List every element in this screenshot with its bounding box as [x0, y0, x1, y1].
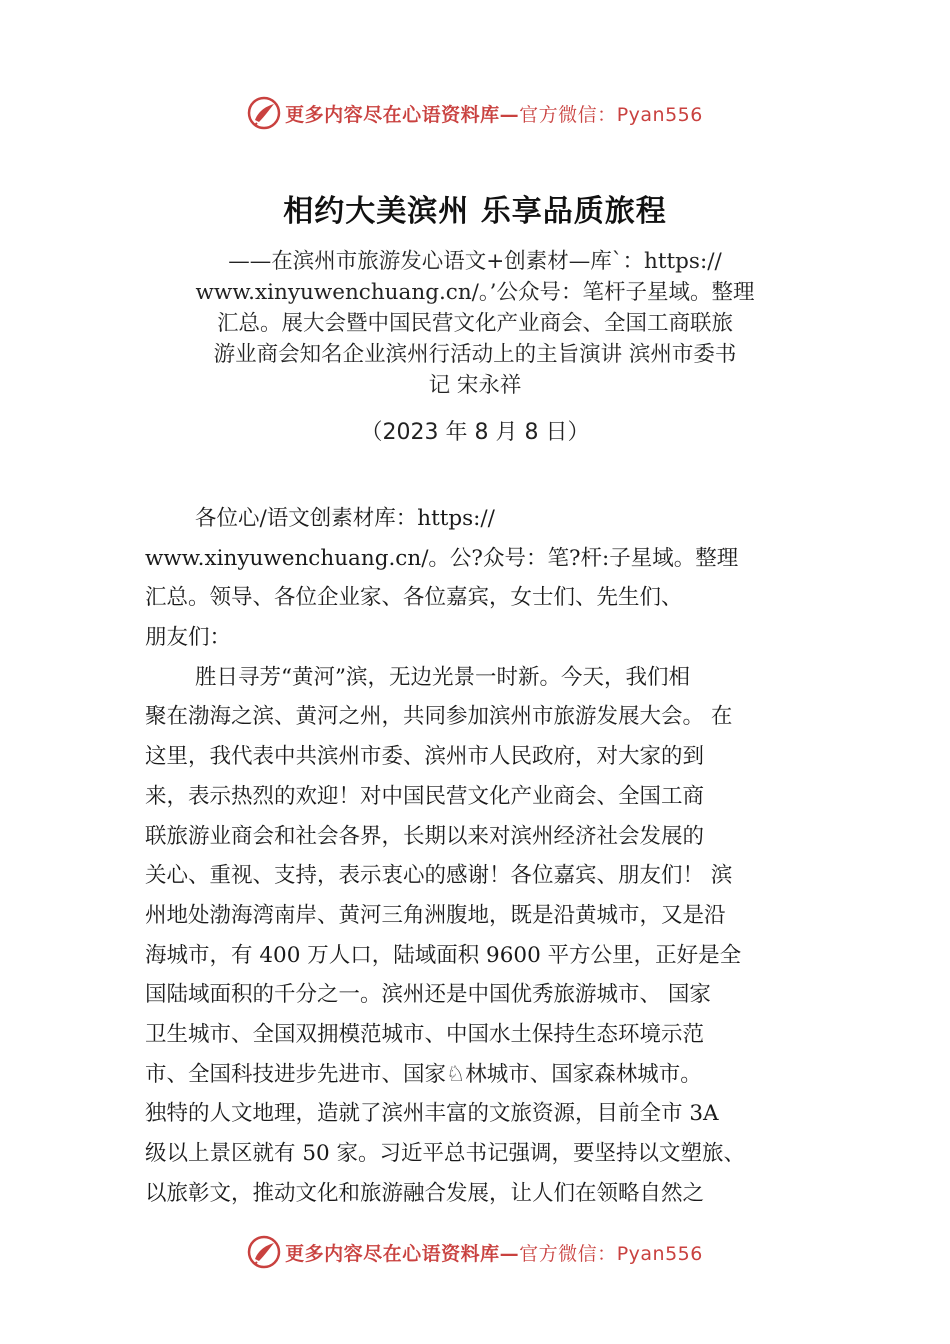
banner-wechat-label: 官方微信：: [519, 1242, 617, 1265]
body-line: 海城市，有 400 万人口，陆域面积 9600 平方公里，正好是全: [145, 942, 742, 968]
brush-logo-icon: [247, 96, 281, 130]
banner-dash: —: [499, 103, 520, 126]
body-line: 独特的人文地理，造就了滨州丰富的文旅资源，目前全市 3A: [145, 1101, 719, 1127]
body-line: www.xinyuwenchuang.cn/。公?众号：笔?杆:子星域。整理: [145, 545, 739, 571]
document-subtitle: [150, 246, 800, 401]
body-line: 关心、重视、支持，表示衷心的感谢！各位嘉宾、朋友们！ 滨: [145, 863, 733, 889]
banner-text: [285, 100, 703, 127]
body-line: 级以上景区就有 50 家。习近平总书记强调，要坚持以文塑旅、: [145, 1141, 746, 1166]
banner-wechat-label: 官方微信：: [519, 103, 617, 126]
banner-dash: —: [499, 1242, 520, 1265]
body-line: 聚在渤海之滨、黄河之州，共同参加滨州市旅游发展大会。 在: [145, 704, 733, 730]
body-line: 来，表示热烈的欢迎！对中国民营文化产业商会、全国工商: [145, 783, 705, 809]
body-line: 朋友们：: [145, 625, 232, 651]
banner-brand: 更多内容尽在心语资料库: [285, 103, 500, 126]
footer-banner: [0, 1232, 950, 1272]
body-line: 联旅游业商会和社会各界，长期以来对滨州经济社会发展的: [145, 823, 705, 849]
subtitle-line: ——在滨州市旅游发心语文+创素材—库`：https://: [228, 249, 722, 274]
body-line: 汇总。领导、各位企业家、各位嘉宾，女士们、先生们、: [145, 585, 683, 611]
body-line: 胜日寻芳“黄河”滨，无边光景一时新。今天，我们相: [195, 664, 690, 690]
body-line: 各位心/语文创素材库：https://: [195, 506, 495, 531]
banner-wechat-id: Pyan556: [616, 103, 703, 126]
subtitle-line: www.xinyuwenchuang.cn/。’公众号：笔杆子星域。整理: [195, 280, 755, 305]
body-line: 市、全国科技进步先进市、国家♘林城市、国家森林城市。: [145, 1061, 702, 1087]
document-date: （2023 年 8 月 8 日）: [360, 420, 590, 445]
body-line: 国陆域面积的千分之一。滨州还是中国优秀旅游城市、 国家: [145, 982, 711, 1008]
subtitle-line: 汇总。展大会暨中国民营文化产业商会、全国工商联旅: [216, 311, 733, 336]
body-line: 州地处渤海湾南岸、黄河三角洲腹地，既是沿黄城市，又是沿: [145, 902, 726, 928]
document-title: 相约大美滨州 乐享品质旅程: [283, 194, 667, 229]
header-banner: [0, 93, 950, 133]
body-line: 卫生城市、全国双拥模范城市、中国水土保持生态环境示范: [145, 1021, 705, 1047]
brush-logo-icon: [247, 1235, 281, 1269]
banner-text: [285, 1239, 703, 1266]
subtitle-line: 游业商会知名企业滨州行活动上的主旨演讲 滨州市委书: [213, 342, 737, 367]
banner-wechat-id: Pyan556: [616, 1242, 703, 1265]
subtitle-line: 记 宋永祥: [428, 373, 522, 398]
banner-brand: 更多内容尽在心语资料库: [285, 1242, 500, 1265]
body-line: 这里，我代表中共滨州市委、滨州市人民政府，对大家的到: [145, 744, 705, 770]
body-line: 以旅彰文，推动文化和旅游融合发展，让人们在领略自然之: [145, 1180, 705, 1206]
document-body: [145, 499, 845, 1213]
